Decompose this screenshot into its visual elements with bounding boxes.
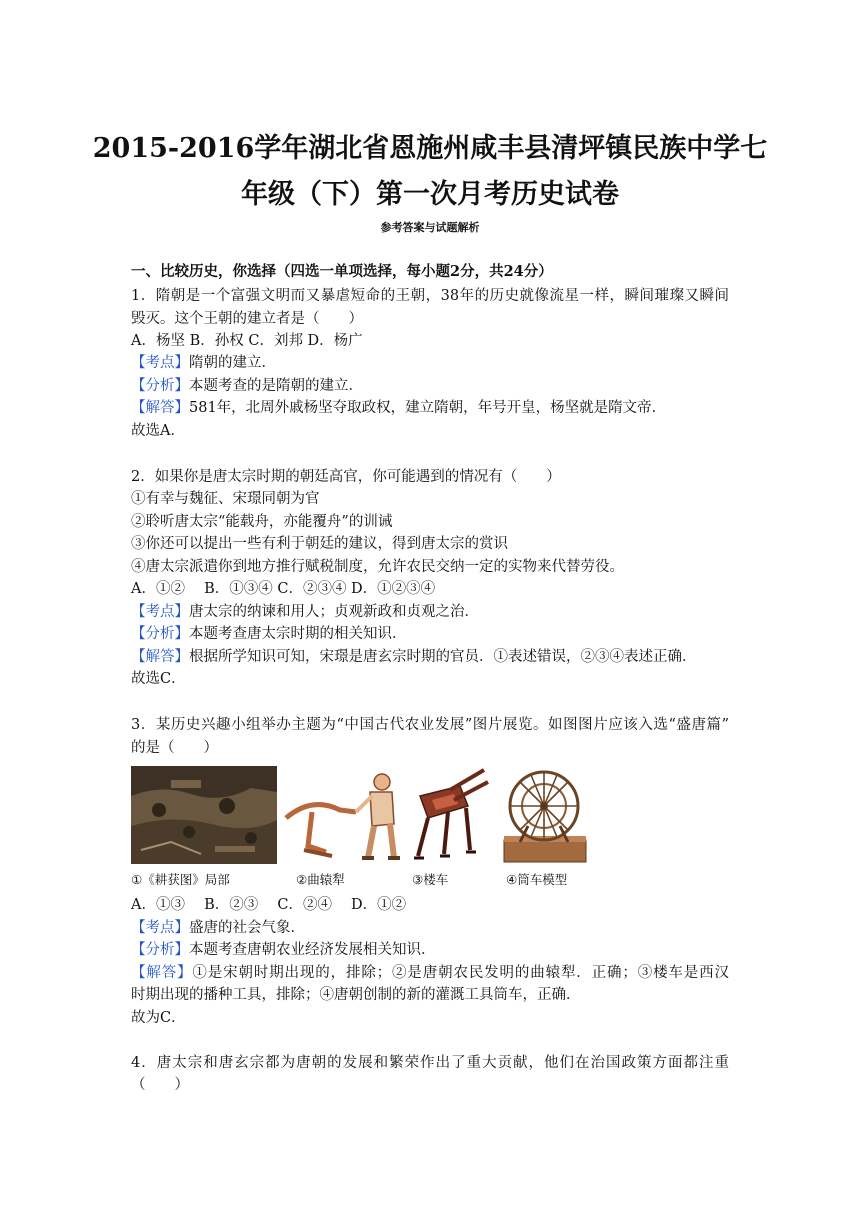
exam-title-line1: 2015-2016学年湖北省恩施州咸丰县清坪镇民族中学七 <box>92 133 768 164</box>
q4-stem-line1: 4．唐太宗和唐玄宗都为唐朝的发展和繁荣作出了重大贡献，他们在治国政策方面都注重 <box>131 1055 729 1071</box>
q2-kaodian-text: 唐太宗的纳谏和用人；贞观新政和贞观之治． <box>189 604 479 620</box>
q1-stem-line2: 毁灭。这个王朝的建立者是（ ） <box>131 311 363 327</box>
kaodian-label: 【考点】 <box>131 920 189 936</box>
q2-kaodian <box>131 602 479 622</box>
q1-fenxi <box>131 376 363 396</box>
q3-options: A．①③ B．②③ C．②④ D．①② <box>131 897 407 913</box>
jieda-label: 【解答】 <box>131 400 189 416</box>
q1-stem-line1: 1．隋朝是一个富强文明而又暴虐短命的王朝，38年的历史就像流星一样，瞬间璀璨又瞬间 <box>131 288 729 304</box>
caption-seed-drill: ③楼车 <box>412 872 449 887</box>
q3-answer: 故为C． <box>131 1010 186 1026</box>
q3-fenxi <box>131 940 436 960</box>
caption-plough: ②曲辕犁 <box>296 872 345 887</box>
exam-subtitle: 参考答案与试题解析 <box>380 221 480 234</box>
q3-jieda-text: ①是宋朝时期出现的，排除；②是唐朝农民发明的曲辕犁．正确；③楼车是西汉 <box>192 965 729 981</box>
q2-jieda <box>131 647 697 667</box>
q3-fenxi-text: 本题考查唐朝农业经济发展相关知识． <box>189 942 436 958</box>
q3-jieda-line2: 时期出现的播种工具，排除；④唐朝创制的新的灌溉工具筒车，正确． <box>131 987 581 1003</box>
gengmao-painting-image <box>131 766 277 864</box>
water-wheel-model-image <box>498 766 592 864</box>
q3-jieda <box>131 963 729 983</box>
exam-title-line2: 年级（下）第一次月考历史试卷 <box>241 179 619 210</box>
caption-painting: ①《耕获图》局部 <box>131 872 230 887</box>
curved-plough-image <box>282 766 406 864</box>
q2-answer: 故选C． <box>131 671 186 687</box>
q3-stem-line1: 3．某历史兴趣小组举办主题为“中国古代农业发展”图片展览。如图图片应该入选“盛唐篇” <box>131 717 729 733</box>
q1-kaodian <box>131 353 276 373</box>
q1-jieda-text: 581年，北周外戚杨坚夺取政权，建立隋朝，年号开皇，杨坚就是隋文帝． <box>189 400 667 416</box>
q1-fenxi-text: 本题考查的是隋朝的建立． <box>189 378 363 394</box>
q2-fenxi-text: 本题考查唐太宗时期的相关知识． <box>189 626 407 642</box>
q2-jieda-text: 根据所学知识可知，宋璟是唐玄宗时期的官员．①表述错误，②③④表述正确． <box>189 649 697 665</box>
q1-jieda <box>131 398 666 418</box>
q4-stem-line2: （ ） <box>131 1077 189 1093</box>
kaodian-label: 【考点】 <box>131 355 189 371</box>
jieda-label: 【解答】 <box>131 649 189 665</box>
seed-drill-image <box>410 766 490 864</box>
jieda-label: 【解答】 <box>131 965 193 981</box>
q1-options: A．杨坚 B．孙权 C．刘邦 D．杨广 <box>131 333 363 349</box>
fenxi-label: 【分析】 <box>131 626 189 642</box>
q2-stem: 2．如果你是唐太宗时期的朝廷高官，你可能遇到的情况有（ ） <box>131 469 561 485</box>
q2-options: A．①② B．①③④ C．②③④ D．①②③④ <box>131 581 436 597</box>
q3-kaodian <box>131 918 305 938</box>
fenxi-label: 【分析】 <box>131 378 189 394</box>
q3-kaodian-text: 盛唐的社会气象． <box>189 920 305 936</box>
fenxi-label: 【分析】 <box>131 942 189 958</box>
q2-fenxi <box>131 624 407 644</box>
q3-stem-line2: 的是（ ） <box>131 740 218 756</box>
kaodian-label: 【考点】 <box>131 604 189 620</box>
q1-answer: 故选A． <box>131 423 185 439</box>
q2-item1: ①有幸与魏征、宋璟同朝为官 <box>131 491 320 507</box>
q2-item3: ③你还可以提出一些有利于朝廷的建议，得到唐太宗的赏识 <box>131 536 508 552</box>
q2-item4: ④唐太宗派遣你到地方推行赋税制度，允许农民交纳一定的实物来代替劳役。 <box>131 559 624 575</box>
caption-water-wheel: ④筒车模型 <box>506 872 568 887</box>
section-heading: 一、比较历史，你选择（四选一单项选择，每小题2分，共24分） <box>131 263 553 280</box>
q1-kaodian-text: 隋朝的建立． <box>189 355 276 371</box>
q2-item2: ②聆听唐太宗“能载舟，亦能覆舟”的训诫 <box>131 514 393 530</box>
